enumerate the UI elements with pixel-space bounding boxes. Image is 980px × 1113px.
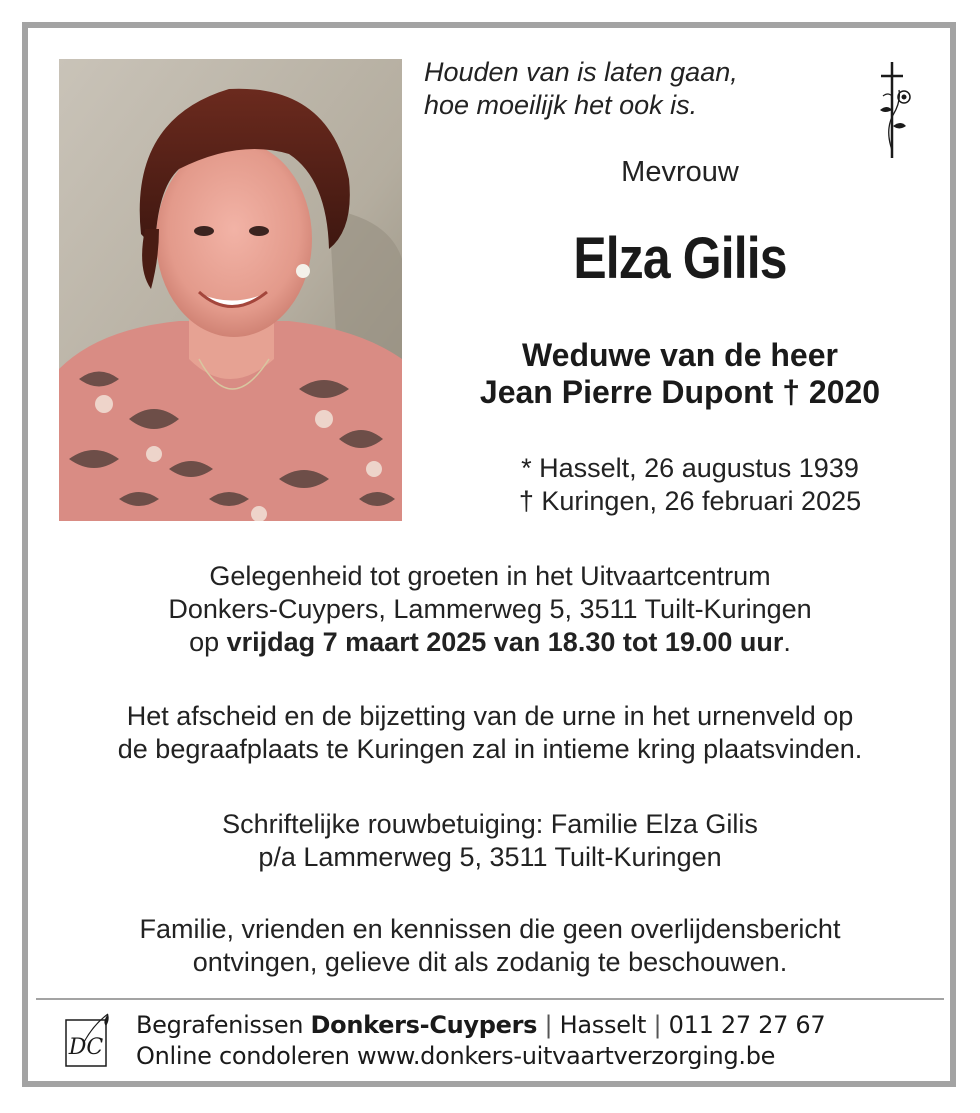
separator: |	[544, 1011, 553, 1039]
birth-date: * Hasselt, 26 augustus 1939	[521, 453, 859, 483]
cross-rose-icon	[871, 60, 921, 160]
quote	[424, 56, 854, 122]
farewell-line-1: Het afscheid en de bijzetting van de urne in het urnenveld op	[126, 701, 854, 731]
visitation-suffix: .	[783, 627, 791, 657]
notice-info	[30, 913, 950, 979]
spouse-line-1: Weduwe van de heer	[522, 337, 838, 373]
funeral-home-footer	[136, 1010, 825, 1072]
funeral-prefix: Begrafenissen	[136, 1011, 311, 1039]
life-dates	[430, 452, 950, 518]
footer-line-1	[136, 1010, 825, 1041]
spouse-line-2: Jean Pierre Dupont † 2020	[479, 374, 881, 410]
condolence-info	[30, 808, 950, 874]
honorific: Mevrouw	[621, 156, 739, 188]
online-condolence-line: Online condoleren www.donkers-uitvaartverzorging.be	[136, 1042, 776, 1070]
notice-line-2: ontvingen, gelieve dit als zodanig te beschouwen.	[192, 947, 788, 977]
deceased-name: Elza Gilis	[573, 226, 787, 291]
death-date: † Kuringen, 26 februari 2025	[518, 486, 862, 516]
funeral-home-logo-icon	[64, 1012, 118, 1070]
portrait-photo	[59, 59, 402, 521]
funeral-phone: 011 27 27 67	[668, 1011, 826, 1039]
notice-line-1: Familie, vrienden en kennissen die geen overlijdensbericht	[139, 914, 841, 944]
quote-line-2: hoe moeilijk het ook is.	[424, 90, 698, 120]
condolence-line-2: p/a Lammerweg 5, 3511 Tuilt-Kuringen	[258, 842, 722, 872]
farewell-line-2: de begraafplaats te Kuringen zal in intieme kring plaatsvinden.	[117, 734, 863, 764]
visitation-line-1: Gelegenheid tot groeten in het Uitvaartcentrum	[209, 561, 771, 591]
footer-divider	[36, 998, 944, 1000]
visitation-datetime: vrijdag 7 maart 2025 van 18.30 tot 19.00 uur	[226, 627, 784, 657]
svg-text:DC: DC	[68, 1035, 104, 1060]
visitation-prefix: op	[189, 627, 227, 657]
visitation-line-2: Donkers-Cuypers, Lammerweg 5, 3511 Tuilt-Kuringen	[168, 594, 812, 624]
quote-line-1: Houden van is laten gaan,	[424, 57, 738, 87]
farewell-info	[30, 700, 950, 766]
visitation-info	[30, 560, 950, 659]
funeral-home-name: Donkers-Cuypers	[310, 1011, 538, 1039]
condolence-line-1: Schriftelijke rouwbetuiging: Familie Elza Gilis	[222, 809, 758, 839]
spouse-info	[420, 337, 940, 411]
separator: |	[653, 1011, 662, 1039]
funeral-city: Hasselt	[559, 1011, 647, 1039]
visitation-line-3	[30, 626, 950, 659]
